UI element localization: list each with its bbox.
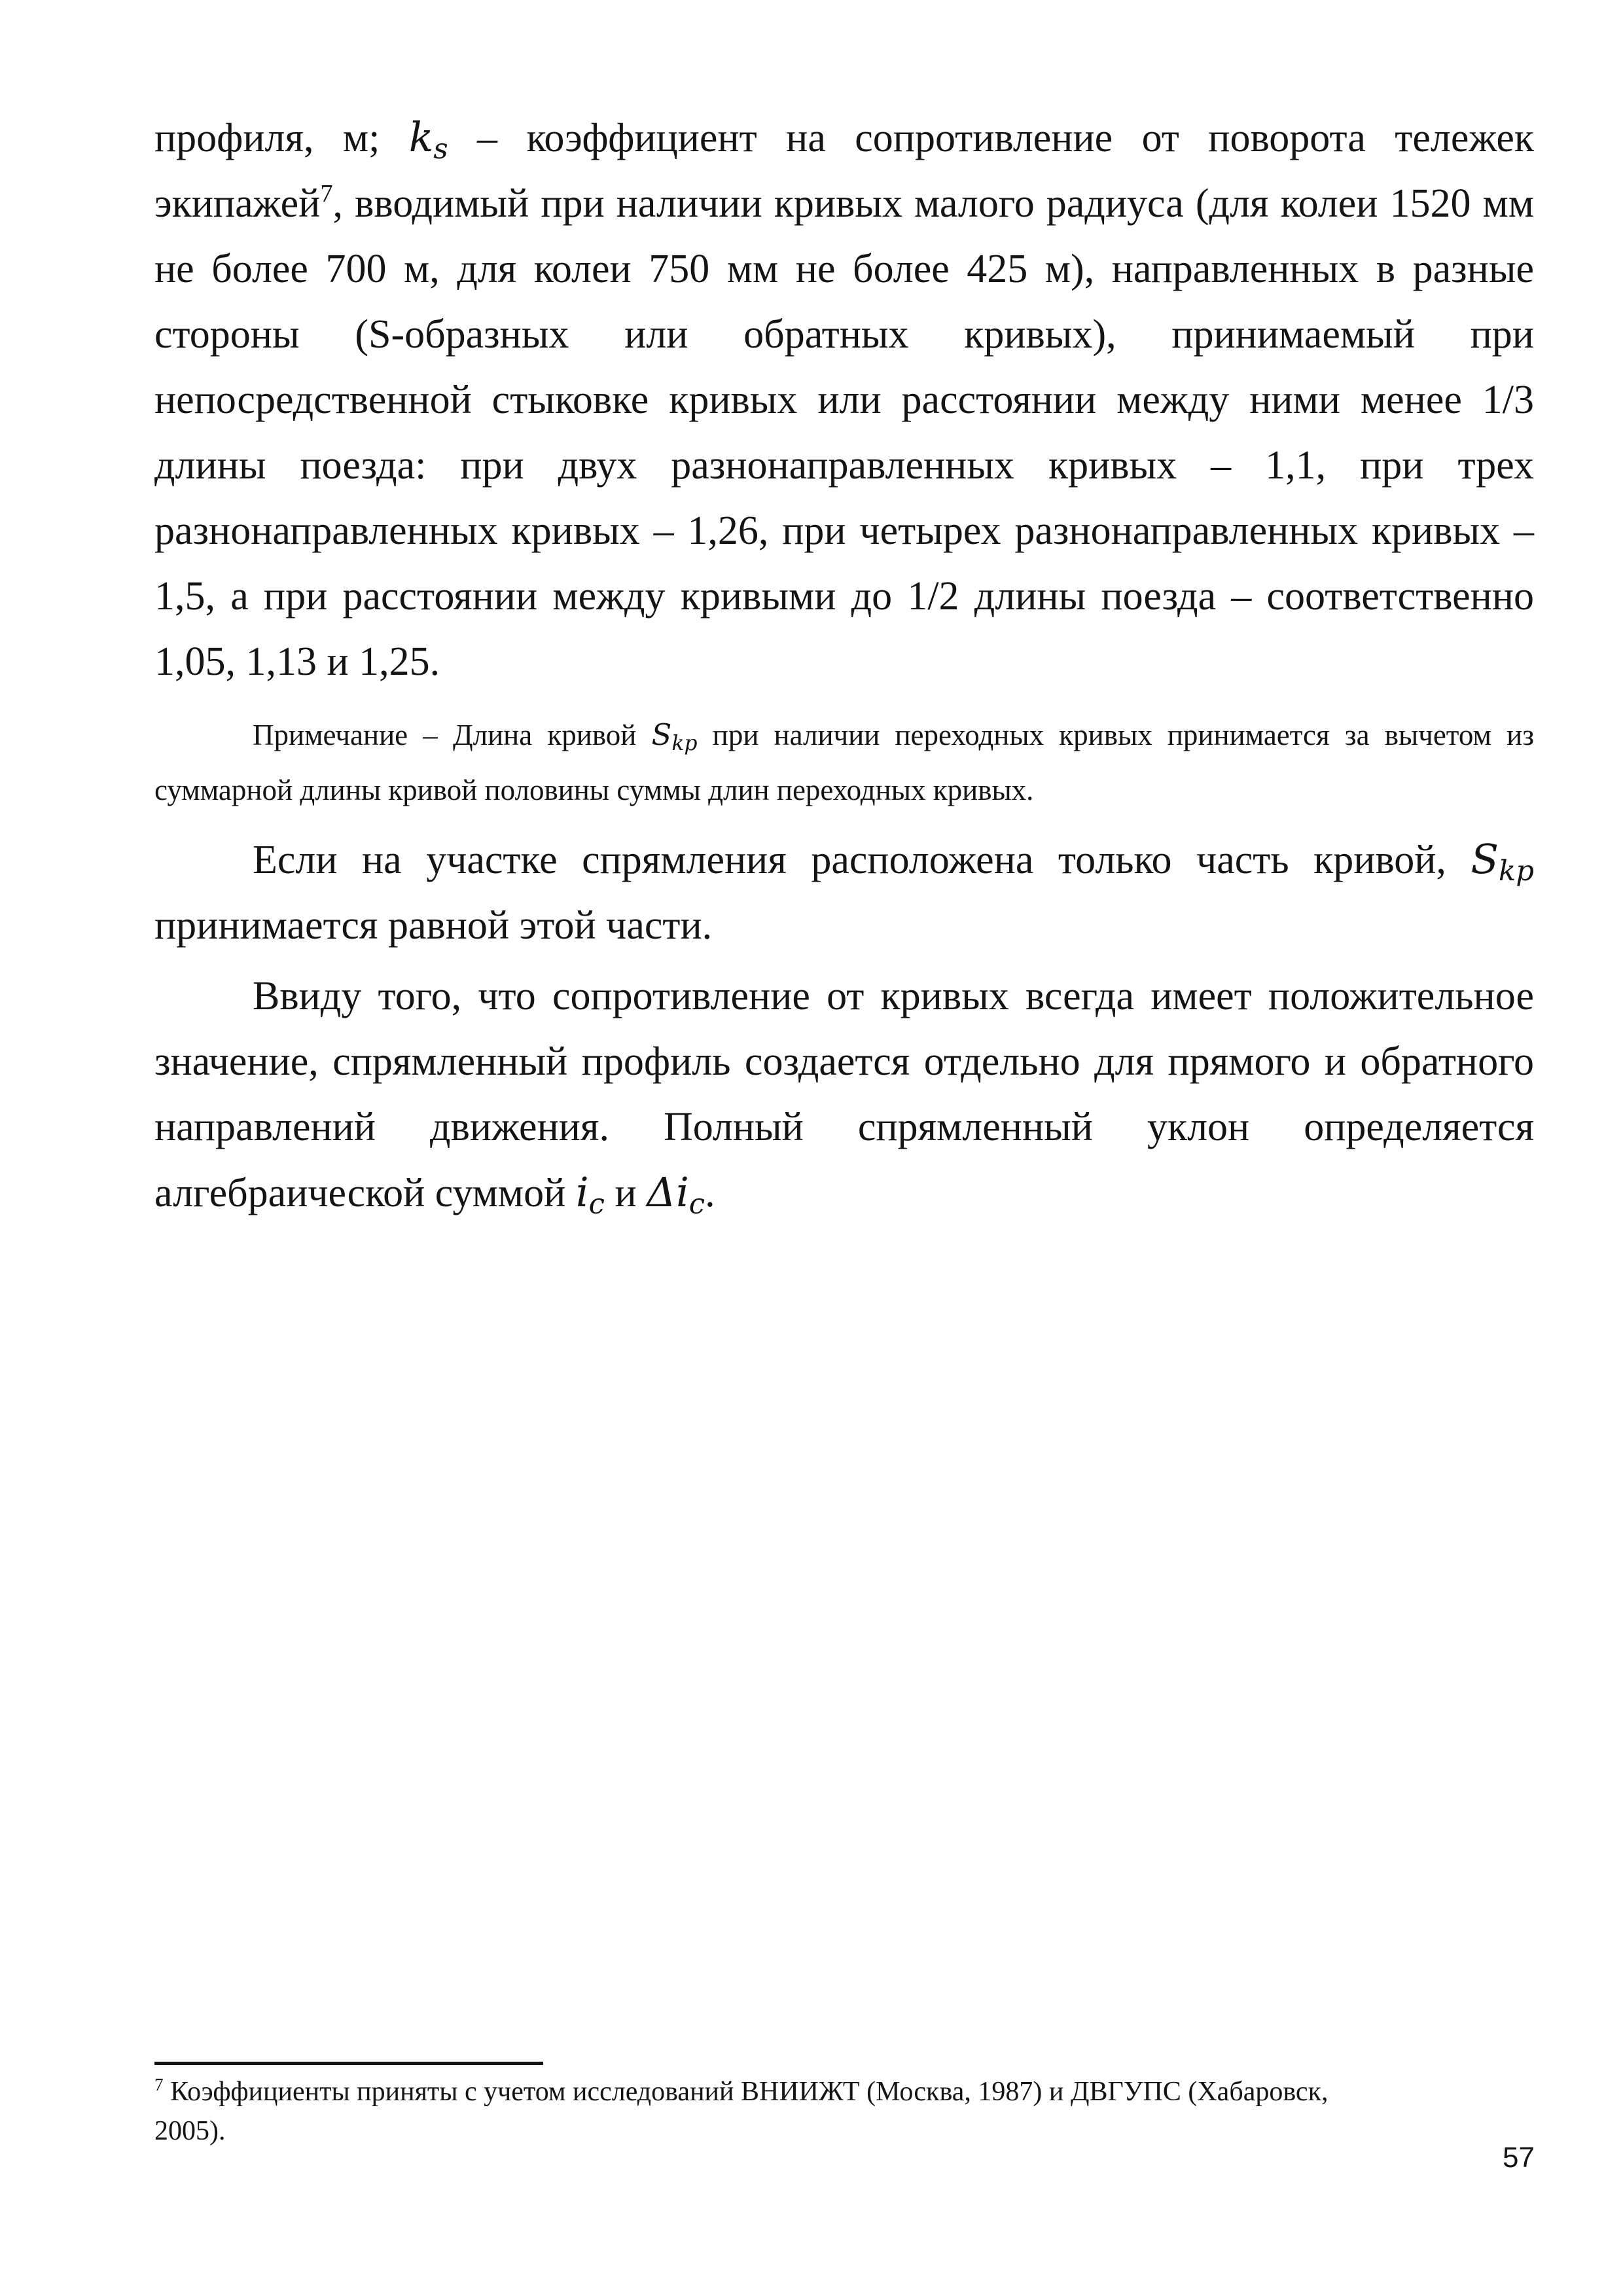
paragraph-straightened-profile	[154, 963, 1534, 1226]
footnote-separator	[154, 2062, 543, 2065]
paragraph-partial-curve	[154, 827, 1534, 958]
ic-symbol	[575, 1168, 605, 1221]
note-lead: Примечание – Длина кривой	[253, 719, 652, 751]
para3-and: и	[604, 1171, 647, 1215]
skp-subscript-2: kp	[1498, 854, 1534, 888]
note-paragraph	[154, 708, 1534, 817]
para1-rest: , вводимый при наличии кривых малого радиуса (для колеи 1520 мм не более 700 м, для колеи 750 мм не более 425 м), направленных в разные стороны (S-образных или обратных кривых), принимаемый при непосредственной стыковке кривых или расстоянии между ними менее 1/3 длины поезда: при двух разнонаправленных кривых – 1,1, при трех разнонаправленных кривых – 1,26, при четырех разнонаправленных кривых – 1,5, а при расстоянии между кривыми до 1/2 длины поезда – соответственно 1,05, 1,13 и 1,25.	[154, 181, 1534, 684]
paragraph-resistance-coefficient	[154, 105, 1534, 694]
footnote-reference[interactable]: 7	[320, 179, 333, 207]
ic-base: i	[575, 1168, 589, 1216]
para1-lead: профиля, м;	[154, 116, 409, 160]
para3-lead: Ввиду того, что сопротивление от кривых всегда имеет положительное значение, спрямленный профиль создается отдельно для прямого и обратного направлений движения. Полный спрямленный уклон определяется алгебраической суммой	[154, 974, 1534, 1215]
ks-symbol	[408, 113, 448, 166]
note-rest: при наличии переходных кривых принимается за вычетом из суммарной длины кривой половины суммы длин переходных кривых.	[154, 719, 1534, 806]
footnote	[154, 2072, 1332, 2151]
skp-base-2: S	[1471, 835, 1499, 883]
delta-ic-base: Δi	[647, 1168, 689, 1216]
ks-base: k	[408, 113, 434, 161]
skp-symbol-2	[1471, 835, 1534, 888]
para3-end: .	[705, 1171, 715, 1215]
para2-rest: принимается равной этой части.	[154, 903, 713, 948]
page-body	[154, 105, 1534, 1226]
skp-symbol	[651, 717, 698, 755]
delta-ic-subscript: c	[688, 1187, 705, 1221]
skp-base: S	[651, 717, 672, 752]
delta-ic-symbol	[647, 1168, 705, 1221]
ic-subscript: c	[588, 1187, 605, 1221]
para2-lead: Если на участке спрямления расположена только часть кривой,	[253, 838, 1471, 882]
para1-after-ks: – коэффициент на сопротивление от поворота тележек экипажей	[154, 116, 1534, 226]
skp-subscript: kp	[671, 731, 698, 755]
footnote-text: Коэффициенты приняты с учетом исследований ВНИИЖТ (Москва, 1987) и ДВГУПС (Хабаровск, 2005).	[154, 2077, 1329, 2146]
ks-subscript: s	[433, 132, 448, 166]
page-number: 57	[1503, 2142, 1535, 2174]
footnote-mark: 7	[154, 2075, 164, 2094]
